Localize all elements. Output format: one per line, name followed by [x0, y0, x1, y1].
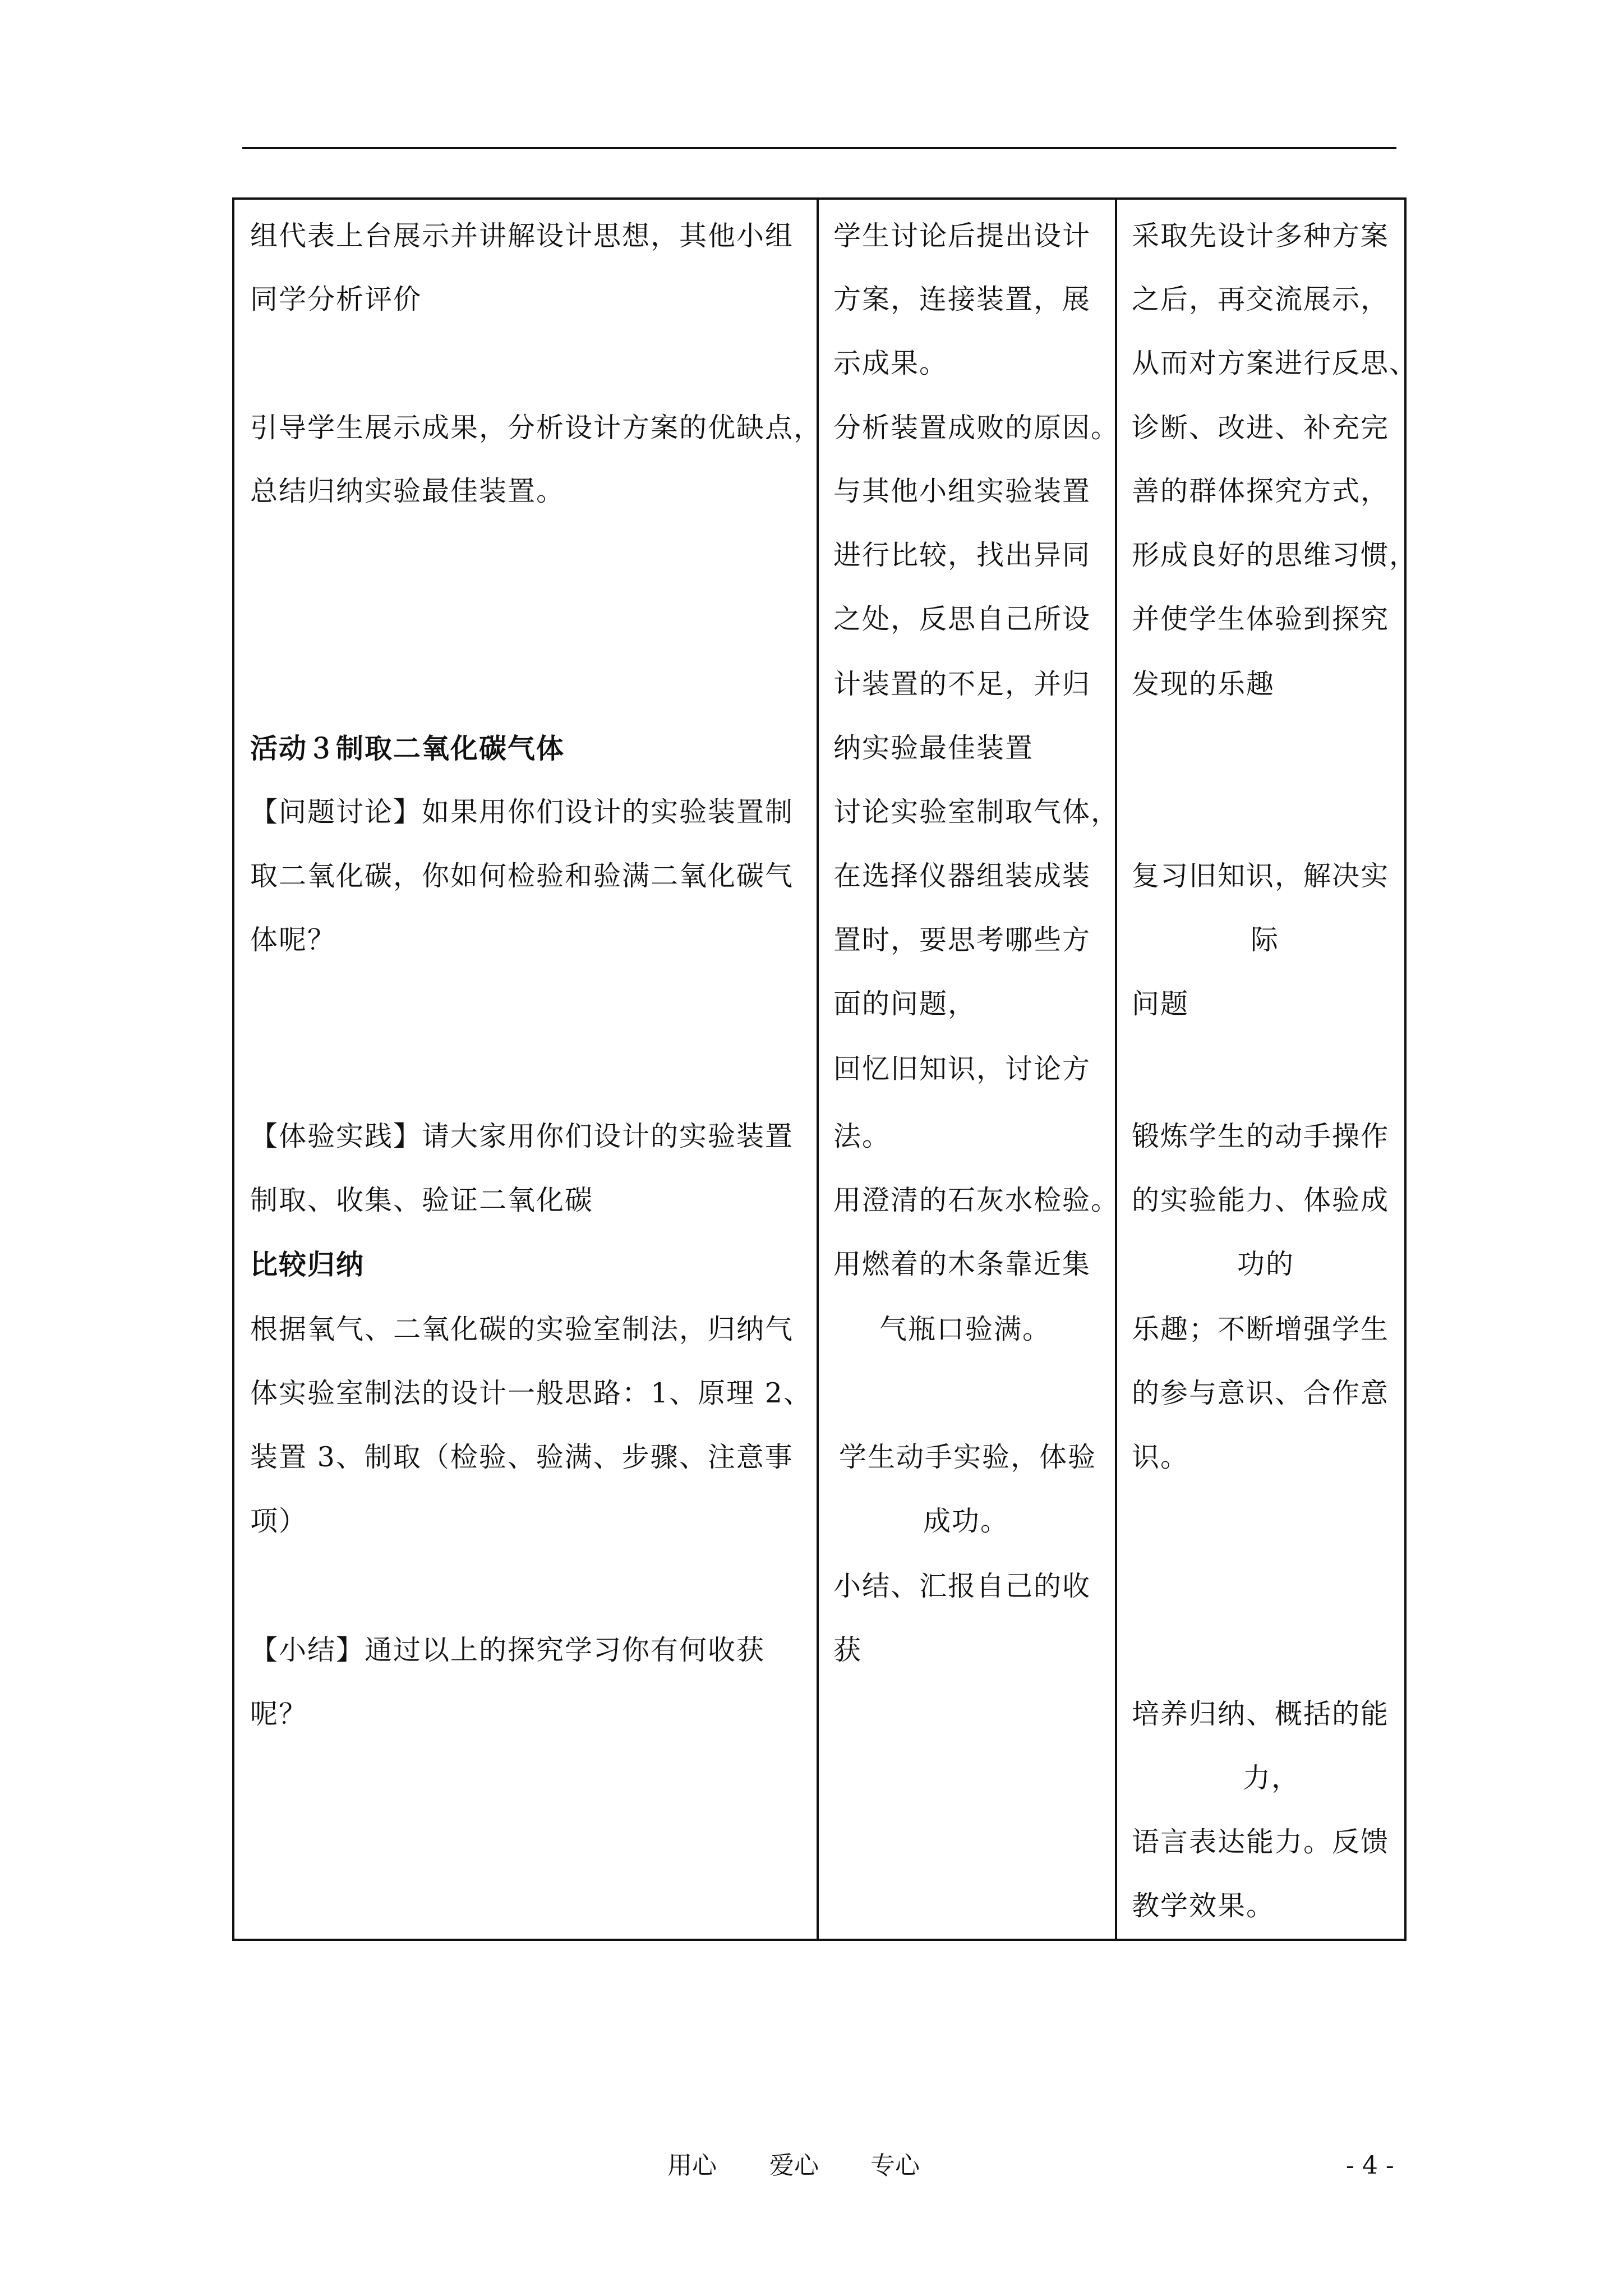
col3-line: 从而对方案进行反思、: [1132, 347, 1418, 379]
col3-line: 并使学生体验到探究: [1132, 603, 1390, 635]
col3-line: 之后，再交流展示，: [1132, 283, 1390, 315]
header-rule: [242, 147, 1396, 149]
activity-heading: 活动３制取二氧化碳气体: [250, 732, 565, 765]
col2-line: 气瓶口验满。: [879, 1313, 1052, 1345]
footer-motto-2: 爱心: [769, 2151, 819, 2180]
col2-line: 进行比较，找出异同: [833, 539, 1091, 571]
lesson-table: [232, 197, 1418, 1941]
col3-line: 形成良好的思维习惯，: [1132, 539, 1418, 571]
col1-line: 体呢？: [250, 924, 336, 956]
column-divider-1: [817, 200, 819, 1939]
col3-line: 的实验能力、体验成: [1132, 1184, 1390, 1216]
col1-line: 项）: [250, 1505, 308, 1537]
col3-line: 诊断、改进、补充完: [1132, 412, 1390, 444]
col2-line: 在选择仪器组装成装: [833, 860, 1091, 892]
col2-line: 学生动手实验，体验: [839, 1441, 1097, 1473]
col2-line: 方案，连接装置，展: [833, 283, 1091, 315]
col2-line: 回忆旧知识，讨论方: [833, 1053, 1091, 1085]
col2-line: 纳实验最佳装置: [833, 732, 1034, 764]
col1-line: 【问题讨论】如果用你们设计的实验装置制: [250, 796, 794, 828]
col1-line: 根据氧气、二氧化碳的实验室制法，归纳气: [250, 1313, 794, 1345]
col2-line: 成功。: [923, 1505, 1009, 1537]
footer-motto-3: 专心: [870, 2151, 920, 2180]
col3-line: 发现的乐趣: [1132, 668, 1275, 700]
col1-line: 装置 3、制取（检验、验满、步骤、注意事: [250, 1441, 794, 1473]
col3-line: 语言表达能力。反馈: [1132, 1826, 1390, 1858]
col2-line: 分析装置成败的原因。: [833, 412, 1120, 444]
col1-line: 制取、收集、验证二氧化碳: [250, 1184, 594, 1216]
col3-line: 的参与意识、合作意: [1132, 1377, 1390, 1409]
col1-line: 【小结】通过以上的探究学习你有何收获: [250, 1634, 766, 1666]
col2-line: 用燃着的木条靠近集: [833, 1248, 1091, 1280]
col3-line: 力，: [1243, 1762, 1301, 1794]
col3-line: 锻炼学生的动手操作: [1132, 1120, 1390, 1152]
col2-line: 置时，要思考哪些方: [833, 924, 1091, 956]
column-divider-2: [1115, 200, 1117, 1939]
col3-line: 善的群体探究方式，: [1132, 475, 1390, 507]
col2-line: 与其他小组实验装置: [833, 475, 1091, 507]
col1-line: 体实验室制法的设计一般思路：1、原理 2、: [250, 1377, 812, 1409]
col1-line: 【体验实践】请大家用你们设计的实验装置: [250, 1120, 794, 1152]
col2-line: 法。: [833, 1120, 891, 1152]
col3-line: 问题: [1132, 988, 1189, 1020]
col3-line: 际: [1251, 924, 1280, 956]
col3-line: 功的: [1237, 1248, 1295, 1280]
section-heading: 比较归纳: [250, 1248, 365, 1281]
page-number: - 4 -: [1346, 2151, 1394, 2180]
col3-line: 教学效果。: [1132, 1890, 1275, 1922]
col2-line: 面的问题，: [833, 988, 977, 1020]
col2-line: 计装置的不足，并归: [833, 668, 1091, 700]
col2-line: 学生讨论后提出设计: [833, 220, 1091, 252]
col1-line: 引导学生展示成果，分析设计方案的优缺点，: [250, 412, 823, 444]
col3-line: 采取先设计多种方案: [1132, 220, 1390, 252]
col3-line: 乐趣；不断增强学生: [1132, 1313, 1390, 1345]
col2-line: 之处，反思自己所设: [833, 603, 1091, 635]
col2-line: 获: [833, 1634, 863, 1666]
col2-line: 示成果。: [833, 347, 948, 379]
col3-line: 培养归纳、概括的能: [1132, 1698, 1390, 1730]
col1-line: 呢？: [250, 1698, 308, 1730]
col1-line: 同学分析评价: [250, 283, 422, 315]
col2-line: 讨论实验室制取气体，: [833, 796, 1120, 828]
footer-motto-1: 用心: [667, 2151, 717, 2180]
col2-line: 小结、汇报自己的收: [833, 1570, 1091, 1602]
col1-line: 取二氧化碳，你如何检验和验满二氧化碳气: [250, 860, 794, 892]
col3-line: 复习旧知识，解决实: [1132, 860, 1390, 892]
col2-line: 用澄清的石灰水检验。: [833, 1184, 1120, 1216]
col1-line: 总结归纳实验最佳装置。: [250, 475, 565, 507]
col3-line: 识。: [1132, 1441, 1189, 1473]
col1-line: 组代表上台展示并讲解设计思想，其他小组: [250, 220, 794, 252]
